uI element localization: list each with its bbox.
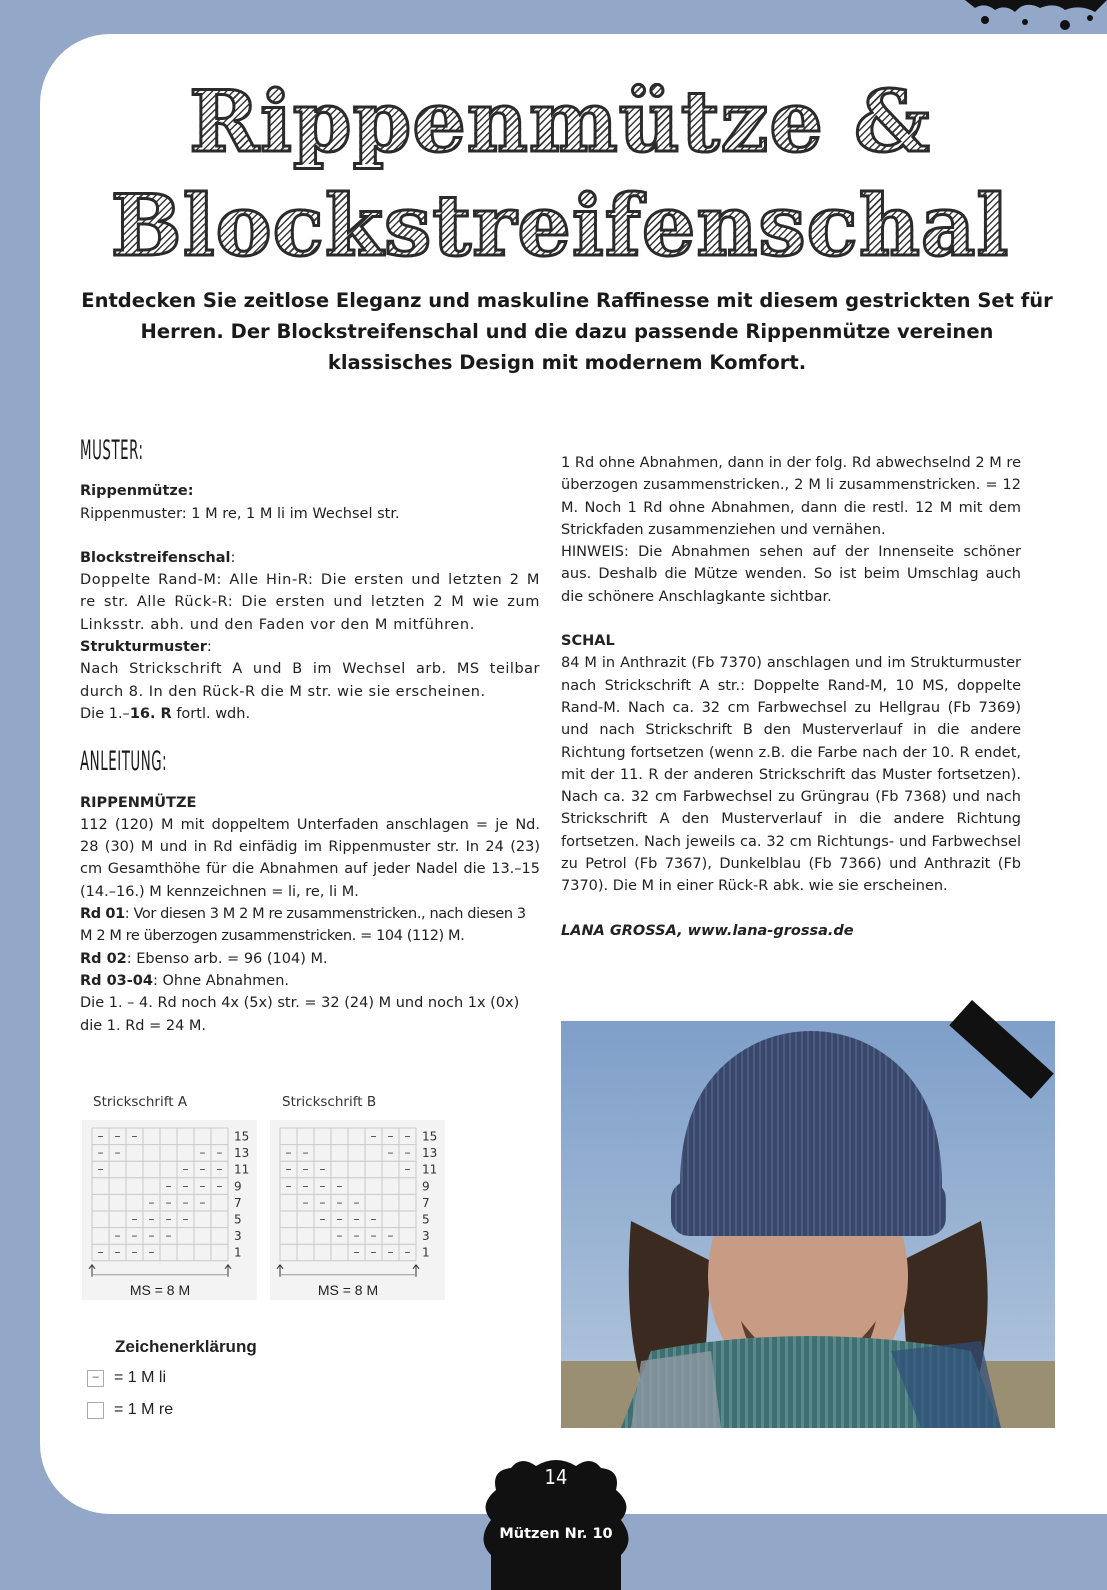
chart-b-purl-mark: – <box>404 1128 411 1143</box>
chart-b-row-label: 1 <box>422 1245 430 1260</box>
chart-a-purl-mark: – <box>182 1195 189 1210</box>
chart-a-purl-mark: – <box>182 1162 189 1177</box>
rd02-line <box>80 948 540 970</box>
legend-title: Zeichenerklärung <box>115 1337 257 1356</box>
repeat-prefix: Die 1.– <box>80 705 130 722</box>
chart-b-purl-mark: – <box>302 1178 309 1193</box>
struktur-title: Strukturmuster <box>80 639 207 656</box>
legend-row-li <box>87 1369 257 1387</box>
chart-b-row-label: 3 <box>422 1229 430 1244</box>
right-text-1: 1 Rd ohne Abnahmen, dann in der folg. Rd abwechselnd 2 M re überzogen zusammenstricken., 2 M li zusammenstricken. = 12 M. Noch 1 Rd ohne Abnahmen, dann die restl. 12 M mit dem Strickfaden zusammenziehen und vernähen. <box>561 455 1021 538</box>
chart-a-purl-mark: – <box>199 1162 206 1177</box>
chart-a-row-label: 1 <box>234 1245 242 1260</box>
schal-text: 84 M in Anthrazit (Fb 7370) anschlagen und im Strukturmuster nach Strickschrift A str.: Doppelte Rand-M, 10 MS, doppelte Rand-M. Nach ca. 32 cm Farbwechsel zu Hellgrau (Fb 7369) und nach Strickschrift B den Musterverlauf in die andere Richtung fortsetzen (wenn z.B. die Farbe nach der 10. R endet, mit der 11. R der anderen Strickschrift das Muster fortsetzen). Nach ca. 32 cm Farbwechsel zu Grüngrau (Fb 7368) und nach Strickschrift A den Musterverlauf in die andere Richtung fortsetzen. Nach jeweils ca. 32 cm Richtungs- und Farbwechsel zu Petrol (Fb 7367), Dunkelblau (Fb 7366) und Anthrazit (Fb 7370). Die M in einer Rück-R abk. wie sie erscheinen. <box>561 655 1021 895</box>
chart-b-purl-mark: – <box>336 1178 343 1193</box>
chart-b-purl-mark: – <box>353 1211 360 1226</box>
chart-b-purl-mark: – <box>285 1178 292 1193</box>
chart-a-purl-mark: – <box>182 1178 189 1193</box>
chart-b-row-label: 13 <box>422 1146 438 1161</box>
chart-b-purl-mark: – <box>319 1211 326 1226</box>
repeat-bold: 16. R <box>129 705 172 722</box>
credit-line: LANA GROSSA, www.lana-grossa.de <box>561 922 854 939</box>
chart-a-row-label: 9 <box>234 1179 242 1194</box>
chart-a-purl-mark: – <box>199 1178 206 1193</box>
chart-b-purl-mark: – <box>302 1195 309 1210</box>
chart-a-row-label: 5 <box>234 1212 242 1227</box>
chart-a <box>82 1120 257 1300</box>
block-title-suffix: : <box>230 549 236 566</box>
chart-a-purl-mark: – <box>114 1228 121 1243</box>
chart-a-purl-mark: – <box>199 1195 206 1210</box>
chart-b-purl-mark: – <box>285 1145 292 1160</box>
chart-a-purl-mark: – <box>165 1178 172 1193</box>
chart-a-purl-mark: – <box>148 1228 155 1243</box>
chart-b-purl-mark: – <box>387 1245 394 1260</box>
rd0304-label: Rd 03-04 <box>80 972 153 989</box>
legend-row-re <box>87 1401 257 1419</box>
anleitung-text-2: Die 1. – 4. Rd noch 4x (5x) str. = 32 (24) M und noch 1x (0x) die 1. Rd = 24 M. <box>80 995 520 1034</box>
chart-a-purl-mark: – <box>165 1228 172 1243</box>
chart-a-row-label: 11 <box>234 1162 250 1177</box>
chart-b-row-label: 5 <box>422 1212 430 1227</box>
chart-a-purl-mark: – <box>165 1211 172 1226</box>
chart-b-purl-mark: – <box>404 1145 411 1160</box>
chart-a-purl-mark: – <box>114 1145 121 1160</box>
left-column <box>80 435 540 1037</box>
chart-a-purl-mark: – <box>97 1128 104 1143</box>
rd01-text: : Vor diesen 3 M 2 M re zusammenstricken., nach diesen 3 M 2 M re überzogen zusammenstricken. = 104 (112) M. <box>80 906 526 945</box>
muster-heading: MUSTER: <box>80 435 144 466</box>
struktur-text: Nach Strickschrift A und B im Wechsel arb. MS teilbar durch 8. In den Rück-R die M str. wie sie erscheinen. <box>80 661 540 700</box>
chart-a-purl-mark: – <box>165 1195 172 1210</box>
block-text: Doppelte Rand-M: Alle Hin-R: Die ersten und letzten 2 M re str. Alle Rück-R: Die ersten und letzten 2 M wie zum Linksstr. abh. und den Faden vor den M mitführen. <box>80 572 540 633</box>
legend-li-box: – <box>87 1370 104 1387</box>
chart-b-row-label: 11 <box>422 1162 438 1177</box>
rd0304-line <box>80 970 540 992</box>
chart-b-row-label: 9 <box>422 1179 430 1194</box>
hinweis-text: HINWEIS: Die Abnahmen sehen auf der Innenseite schöner aus. Deshalb die Mütze wenden. So ist beim Umschlag auch die schönere Anschlagkante sichtbar. <box>561 544 1021 605</box>
chart-b-purl-mark: – <box>404 1162 411 1177</box>
chart-a-purl-mark: – <box>97 1145 104 1160</box>
chart-b-purl-mark: – <box>336 1211 343 1226</box>
chart-b-purl-mark: – <box>336 1195 343 1210</box>
rd01-label: Rd 01 <box>80 906 125 923</box>
chart-a-purl-mark: – <box>97 1245 104 1260</box>
chart-b-purl-mark: – <box>285 1162 292 1177</box>
schal-title: SCHAL <box>561 633 615 650</box>
repeat-suffix: fortl. wdh. <box>171 705 251 722</box>
chart-a-purl-mark: – <box>216 1145 223 1160</box>
chart-a-row-label: 13 <box>234 1146 250 1161</box>
chart-b-purl-mark: – <box>387 1128 394 1143</box>
chart-a-purl-mark: – <box>182 1211 189 1226</box>
rippenmuetze-section-title: RIPPENMÜTZE <box>80 794 197 811</box>
block-title: Blockstreifenschal <box>80 549 231 566</box>
rd0304-text: : Ohne Abnahmen. <box>152 972 290 989</box>
chart-b-purl-mark: – <box>353 1228 360 1243</box>
chart-a-row-label: 7 <box>234 1195 242 1210</box>
chart-b-purl-mark: – <box>404 1245 411 1260</box>
ink-splatter <box>965 0 1107 40</box>
chart-a-purl-mark: – <box>131 1228 138 1243</box>
chart-b-purl-mark: – <box>370 1211 377 1226</box>
chart-a-ms-label: MS = 8 M <box>129 1281 191 1298</box>
legend <box>87 1337 257 1419</box>
chart-b-ms-label: MS = 8 M <box>317 1281 379 1298</box>
chart-a-row-label: 15 <box>234 1129 250 1144</box>
chart-b-purl-mark: – <box>302 1145 309 1160</box>
chart-b-purl-mark: – <box>387 1228 394 1243</box>
chart-b-purl-mark: – <box>370 1228 377 1243</box>
chart-a-purl-mark: – <box>131 1211 138 1226</box>
chart-a-purl-mark: – <box>216 1162 223 1177</box>
chart-b-row-label: 7 <box>422 1195 430 1210</box>
legend-re-box <box>87 1402 104 1419</box>
chart-b-purl-mark: – <box>370 1128 377 1143</box>
chart-a-purl-mark: – <box>97 1162 104 1177</box>
page-number: 14 <box>544 1465 568 1489</box>
anleitung-text-1: 112 (120) M mit doppeltem Unterfaden anschlagen = je Nd. 28 (30) M und in Rd einfädig im Rippenmuster str. In 24 (23) cm Gesamthöhe für die Abnahmen auf jeder Nadel die 13.–15 (14.–16.) M kennzeichnen = li, re, li M. <box>80 816 540 900</box>
chart-b-purl-mark: – <box>370 1245 377 1260</box>
chart-b-purl-mark: – <box>336 1228 343 1243</box>
rd02-text: : Ebenso arb. = 96 (104) M. <box>126 950 328 967</box>
chart-a-row-label: 3 <box>234 1229 242 1244</box>
legend-li-label: = 1 M li <box>114 1369 167 1386</box>
intro-text: Entdecken Sie zeitlose Eleganz und maskuline Raffinesse mit diesem gestrickten Set für Herren. Der Blockstreifenschal und die dazu passende Rippenmütze vereinen klassisches Design mit modernem Komfort. <box>81 289 1053 374</box>
struktur-title-suffix: : <box>206 639 212 656</box>
legend-re-label: = 1 M re <box>114 1401 174 1418</box>
rippen-text: Rippenmuster: 1 M re, 1 M li im Wechsel str. <box>80 505 400 522</box>
page-title-line-2: Blockstreifenschal <box>60 184 1060 268</box>
chart-a-purl-mark: – <box>199 1145 206 1160</box>
chart-a-purl-mark: – <box>148 1195 155 1210</box>
rd01-line <box>80 903 540 948</box>
chart-b-purl-mark: – <box>353 1195 360 1210</box>
chart-a-purl-mark: – <box>148 1245 155 1260</box>
model-photo <box>561 1021 1055 1428</box>
anleitung-heading: ANLEITUNG: <box>80 746 168 778</box>
chart-b-row-label: 15 <box>422 1129 438 1144</box>
chart-b <box>270 1120 445 1300</box>
chart-a-purl-mark: – <box>216 1178 223 1193</box>
chart-b-purl-mark: – <box>319 1162 326 1177</box>
chart-a-purl-mark: – <box>114 1128 121 1143</box>
chart-a-purl-mark: – <box>114 1245 121 1260</box>
chart-b-purl-mark: – <box>319 1178 326 1193</box>
magazine-name: Mützen Nr. 10 <box>499 1526 613 1542</box>
chart-a-label: Strickschrift A <box>93 1094 188 1110</box>
chart-a-purl-mark: – <box>131 1245 138 1260</box>
rd02-label: Rd 02 <box>80 950 127 967</box>
chart-b-purl-mark: – <box>387 1145 394 1160</box>
repeat-line <box>80 703 540 725</box>
right-column <box>561 452 1021 942</box>
rippen-title: Rippenmütze: <box>80 483 194 500</box>
chart-b-purl-mark: – <box>353 1245 360 1260</box>
page-title-line-1: Rippenmütze & <box>60 80 1060 164</box>
chart-a-purl-mark: – <box>131 1128 138 1143</box>
chart-b-purl-mark: – <box>302 1162 309 1177</box>
chart-b-purl-mark: – <box>319 1195 326 1210</box>
chart-b-label: Strickschrift B <box>282 1094 377 1110</box>
chart-a-purl-mark: – <box>148 1211 155 1226</box>
